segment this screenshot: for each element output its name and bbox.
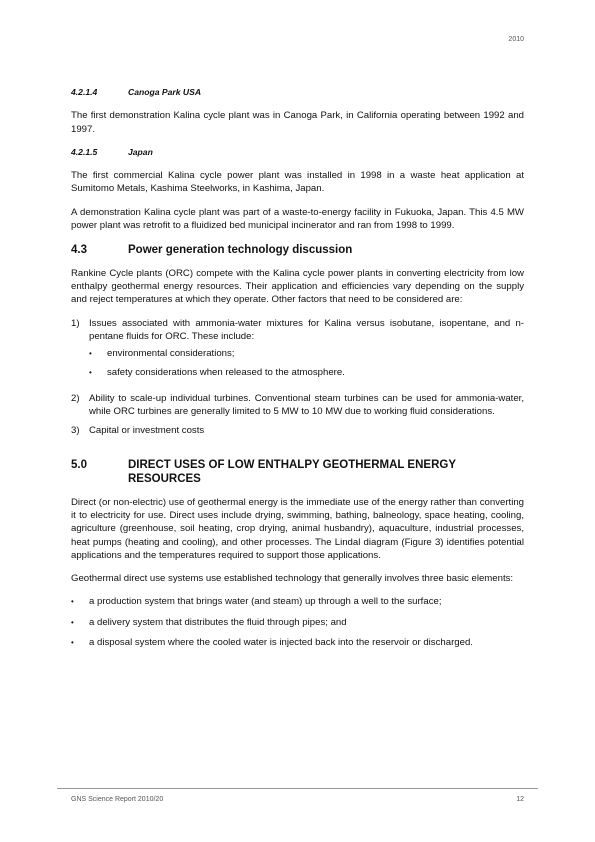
footer-divider <box>57 788 538 789</box>
section-number: 5.0 <box>71 458 87 471</box>
list-item-text: a production system that brings water (and steam) up through a well to the surface; <box>89 596 442 608</box>
bullet-icon: • <box>89 368 92 378</box>
section-number: 4.3 <box>71 244 87 257</box>
bullet-icon: • <box>71 597 74 607</box>
list-number: 1) <box>71 317 80 329</box>
sub-list-item <box>89 347 524 360</box>
list-item-text: Ability to scale-up individual turbines. Conventional steam turbines can be used for ammonia-water, while ORC turbines are generally limited to 5 MW to 10 MW due to working fluid considerations. <box>89 392 524 418</box>
list-item <box>71 424 524 437</box>
sub-list-item-text: safety considerations when released to the atmosphere. <box>107 367 345 379</box>
list-number: 2) <box>71 392 80 404</box>
section-title: Power generation technology discussion <box>128 244 353 257</box>
paragraph: A demonstration Kalina cycle plant was part of a waste-to-energy facility in Fukuoka, Japan. This 4.5 MW power plant was retrofit to a fluidized bed municipal incinerator and ran from 1998 to 1999. <box>71 206 524 232</box>
paragraph: Rankine Cycle plants (ORC) compete with the Kalina cycle power plants in converting electricity from low enthalpy geothermal energy resources. Their application and efficiencies vary depending on the supply and reject temperatures at which they operate. Other factors that need to be considered are: <box>71 267 524 306</box>
header-year: 2010 <box>508 36 524 43</box>
sub-list-item <box>89 366 524 379</box>
section-title: Japan <box>128 146 153 157</box>
paragraph: Geothermal direct use systems use established technology that generally involves three basic elements: <box>71 573 514 585</box>
heading-4-3 <box>71 244 524 257</box>
list-item-text: Issues associated with ammonia-water mixtures for Kalina versus isobutane, isopentane, and n-pentane fluids for ORC. These include: <box>89 317 524 342</box>
sub-list-item-text: environmental considerations; <box>107 348 235 360</box>
list-item <box>71 636 524 649</box>
list-item <box>71 392 524 419</box>
heading-5-0 <box>71 458 524 486</box>
bullet-icon: • <box>89 349 92 359</box>
section-title: DIRECT USES OF LOW ENTHALPY GEOTHERMAL ENERGY RESOURCES <box>128 458 456 485</box>
page-number: 12 <box>516 796 524 803</box>
list-item-text: Capital or investment costs <box>89 425 205 437</box>
numbered-list <box>71 317 524 438</box>
section-title: Canoga Park USA <box>128 87 202 97</box>
paragraph: The first demonstration Kalina cycle plant was in Canoga Park, in California operating between 1992 and 1997. <box>71 110 524 135</box>
list-item <box>71 616 524 629</box>
heading-4-2-1-5 <box>71 146 524 159</box>
paragraph: Direct (or non-electric) use of geothermal energy is the immediate use of the energy rather than converting it to electricity for use. Direct uses include drying, swimming, bathing, balneology, space heating, cooling, agriculture (greenhouse, soil heating, crop drying, animal husbandry), aquaculture, industrial processes, heat pumps (heating and cooling), and other processes. The Lindal diagram (Figure 3) identifies potential applications and the temperatures required to support those applications. <box>71 496 524 561</box>
paragraph: The first commercial Kalina cycle power plant was installed in 1998 in a waste heat application at Sumitomo Metals, Kashima Steelworks, in Kashima, Japan. <box>71 170 524 195</box>
bullet-list <box>71 595 524 649</box>
section-number: 4.2.1.5 <box>71 146 98 157</box>
list-item-text: a delivery system that distributes the fluid through pipes; and <box>89 616 347 628</box>
bullet-icon: • <box>71 617 74 627</box>
footer-report-title: GNS Science Report 2010/20 <box>71 796 164 803</box>
heading-4-2-1-4 <box>71 86 524 99</box>
list-item-text: a disposal system where the cooled water is injected back into the reservoir or discharged. <box>89 637 473 649</box>
section-number: 4.2.1.4 <box>71 87 98 97</box>
sub-bullet-list <box>89 347 524 380</box>
bullet-icon: • <box>71 638 74 648</box>
list-number: 3) <box>71 425 80 437</box>
page-content <box>71 86 524 656</box>
list-item <box>71 317 524 386</box>
list-item <box>71 595 524 608</box>
